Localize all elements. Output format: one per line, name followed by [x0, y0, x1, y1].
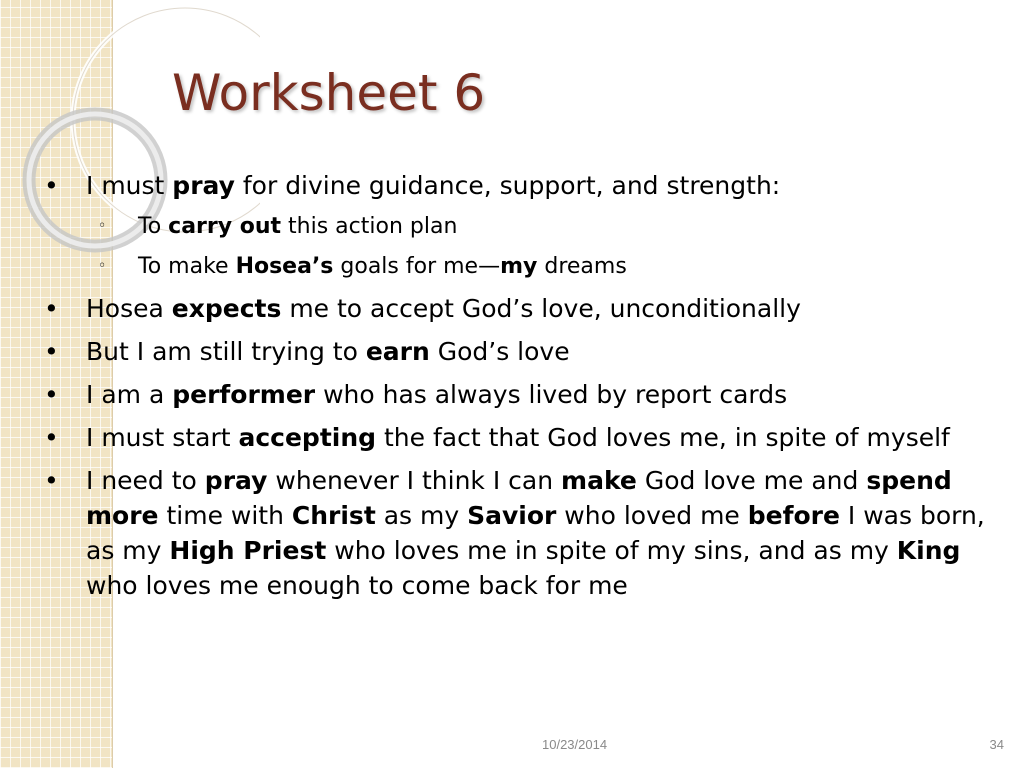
- bullet-text: time with: [158, 501, 292, 530]
- bullet-emphasis-text: Christ: [291, 501, 376, 530]
- bullet-circle-icon: ◦: [98, 258, 107, 274]
- bullet-text: I am a: [86, 380, 173, 409]
- bullet-text: But I am still trying to: [86, 337, 366, 366]
- bullet-dot-icon: •: [44, 466, 59, 495]
- bullet-text: I must: [86, 171, 173, 200]
- bullet-circle-icon: ◦: [98, 218, 107, 234]
- bullet-text: goals for me—: [333, 254, 501, 279]
- bullet-emphasis-text: pray: [204, 466, 268, 495]
- bullet-text: this action plan: [281, 214, 458, 239]
- slide-number: 34: [989, 737, 1004, 752]
- bullet-list: [40, 168, 990, 603]
- bullet-emphasis-text: Savior: [467, 501, 557, 530]
- bullet-item: [40, 168, 990, 203]
- bullet-item: [40, 420, 990, 455]
- bullet-item: [40, 377, 990, 412]
- bullet-emphasis-text: performer: [172, 380, 316, 409]
- bullet-text: I was born, as my: [86, 501, 985, 565]
- bullet-dot-icon: •: [44, 337, 59, 366]
- bullet-dot-icon: •: [44, 423, 59, 452]
- sub-bullet-item: [40, 251, 990, 283]
- bullet-item: [40, 463, 990, 603]
- sub-bullet-item: [40, 211, 990, 243]
- bullet-content: [40, 168, 990, 611]
- bullet-text: as my: [375, 501, 468, 530]
- bullet-emphasis-text: make: [561, 466, 637, 495]
- footer-date: 10/23/2014: [542, 737, 608, 752]
- bullet-text: whenever I think I can: [267, 466, 562, 495]
- bullet-emphasis-text: carry out: [168, 214, 282, 239]
- bullet-emphasis-text: pray: [172, 171, 235, 200]
- bullet-text: who loves me in spite of my sins, and as my: [326, 536, 897, 565]
- bullet-dot-icon: •: [44, 380, 59, 409]
- bullet-text: who loved me: [556, 501, 748, 530]
- bullet-dot-icon: •: [44, 171, 59, 200]
- bullet-text: for divine guidance, support, and strength:: [234, 171, 781, 200]
- bullet-emphasis-text: King: [896, 536, 961, 565]
- slide-title: Worksheet 6: [172, 64, 486, 122]
- bullet-text: God’s love: [429, 337, 570, 366]
- bullet-emphasis-text: accepting: [238, 423, 377, 452]
- bullet-item: [40, 334, 990, 369]
- bullet-item: [40, 291, 990, 326]
- bullet-text: who has always lived by report cards: [315, 380, 788, 409]
- bullet-text: dreams: [537, 254, 627, 279]
- bullet-text: who loves me enough to come back for me: [86, 571, 628, 600]
- bullet-text: me to accept God’s love, unconditionally: [281, 294, 801, 323]
- bullet-text: the fact that God loves me, in spite of myself: [376, 423, 950, 452]
- bullet-emphasis-text: earn: [365, 337, 430, 366]
- bullet-emphasis-text: High Priest: [169, 536, 327, 565]
- bullet-text: Hosea: [86, 294, 172, 323]
- bullet-emphasis-text: Hosea’s: [235, 254, 334, 279]
- bullet-text: I must start: [86, 423, 239, 452]
- bullet-text: To make: [138, 254, 236, 279]
- bullet-emphasis-text: before: [747, 501, 840, 530]
- bullet-emphasis-text: spend more: [86, 466, 952, 530]
- bullet-emphasis-text: my: [500, 254, 538, 279]
- bullet-text: God love me and: [636, 466, 867, 495]
- bullet-text: To: [138, 214, 169, 239]
- bullet-dot-icon: •: [44, 294, 59, 323]
- bullet-emphasis-text: expects: [171, 294, 282, 323]
- bullet-text: I need to: [86, 466, 205, 495]
